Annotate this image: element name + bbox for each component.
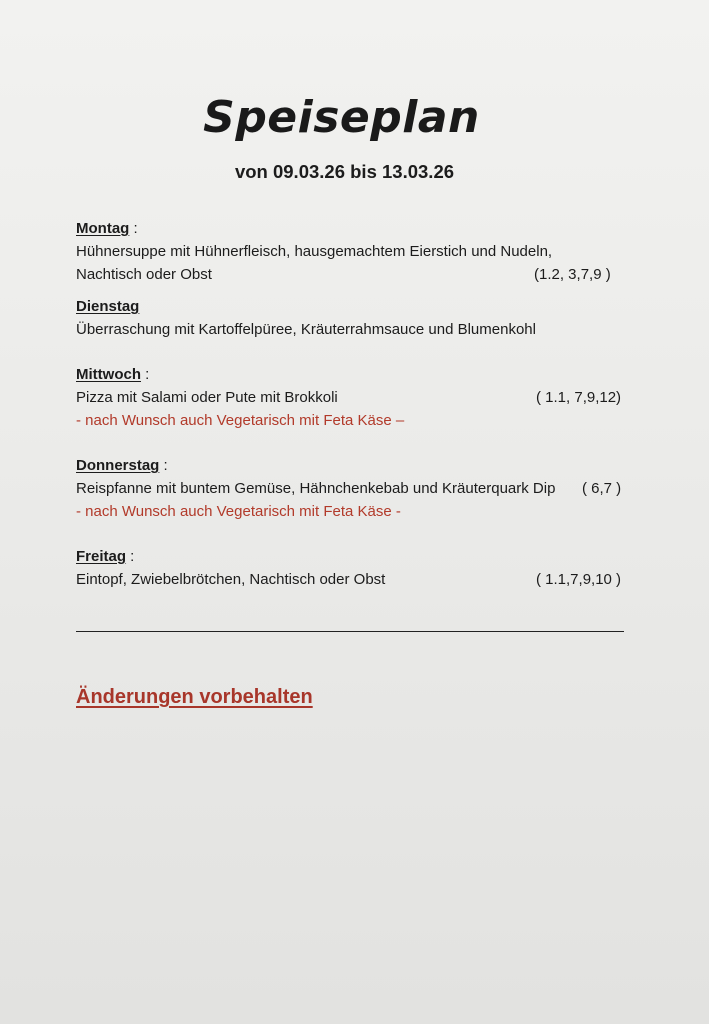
vegetarian-note: - nach Wunsch auch Vegetarisch mit Feta Käse - — [76, 503, 401, 520]
menu-line-with-allergens — [76, 477, 636, 500]
menu-line: Eintopf, Zwiebelbrötchen, Nachtisch oder Obst — [76, 571, 386, 588]
day-monday — [76, 217, 636, 286]
day-heading — [76, 454, 636, 477]
day-tuesday — [76, 295, 636, 341]
allergen-codes: ( 1.1, 7,9,12) — [536, 389, 622, 406]
menu-line: Pizza mit Salami oder Pute mit Brokkoli — [76, 389, 338, 406]
date-range: von 09.03.26 bis 13.03.26 — [234, 161, 455, 182]
allergen-codes: (1.2, 3,7,9 ) — [534, 266, 611, 283]
day-heading — [76, 295, 636, 318]
changes-notice: Änderungen vorbehalten — [76, 686, 313, 708]
day-thursday — [76, 454, 636, 523]
day-name: Mittwoch — [76, 366, 141, 383]
day-name: Montag — [76, 220, 130, 237]
day-name: Donnerstag — [76, 457, 160, 474]
menu-line-with-allergens — [76, 386, 636, 409]
menu-line: Überraschung mit Kartoffelpüree, Kräuterrahmsauce und Blumenkohl — [76, 321, 536, 338]
day-colon: : — [141, 366, 150, 383]
day-heading — [76, 217, 636, 240]
day-name: Freitag — [76, 548, 127, 565]
day-heading — [76, 545, 636, 568]
allergen-codes: ( 6,7 ) — [582, 480, 622, 497]
day-friday — [76, 545, 636, 591]
day-colon: : — [129, 220, 138, 237]
menu-line: Hühnersuppe mit Hühnerfleisch, hausgemachtem Eierstich und Nudeln, — [76, 243, 553, 260]
vegetarian-note: - nach Wunsch auch Vegetarisch mit Feta Käse – — [76, 412, 405, 429]
allergen-codes: ( 1.1,7,9,10 ) — [536, 571, 622, 588]
day-name: Dienstag — [76, 298, 140, 315]
page-title: Speiseplan — [203, 92, 480, 143]
menu-line: Nachtisch oder Obst — [76, 266, 212, 283]
day-heading — [76, 363, 636, 386]
menu-line: Reispfanne mit buntem Gemüse, Hähnchenkebab und Kräuterquark Dip — [76, 480, 556, 497]
day-colon: : — [159, 457, 168, 474]
menu-line-with-allergens — [76, 568, 636, 591]
menu-line-with-allergens — [76, 263, 636, 286]
day-wednesday — [76, 363, 636, 432]
day-colon: : — [126, 548, 135, 565]
divider-line — [76, 631, 624, 632]
